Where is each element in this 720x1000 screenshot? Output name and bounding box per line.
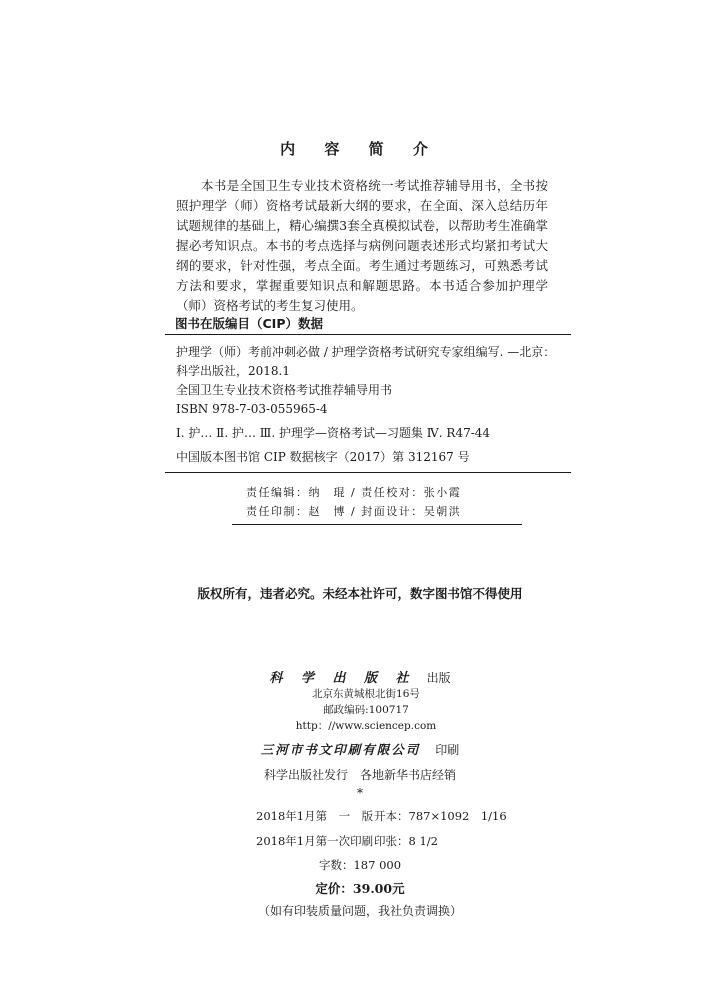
cip-top-rule <box>165 334 571 335</box>
cip-line-publisher: 科学出版社，2018.1 <box>176 364 290 378</box>
printer-line <box>0 739 720 758</box>
publisher-url: http：//www.sciencep.com <box>295 720 437 732</box>
cip-heading: 图书在版编目（CIP）数据 <box>175 316 323 331</box>
printer-name: 三河市书文印刷有限公司 <box>260 742 421 757</box>
separator-asterisk: * <box>357 786 363 800</box>
printer-role: 印刷 <box>435 743 460 757</box>
publisher-line <box>0 667 720 686</box>
credits-line-editor: 责任编辑：纳 琨 / 责任校对：张小霞 <box>246 486 462 499</box>
word-count: 字数：187 000 <box>318 858 402 872</box>
format-label: 开本：787×1092 1/16 <box>374 809 507 823</box>
sheets-label: 印张：8 1/2 <box>374 834 438 848</box>
cip-line-isbn: ISBN 978-7-03-055965-4 <box>176 402 328 416</box>
publisher-address: 北京东黄城根北街16号 <box>312 688 420 700</box>
cip-bottom-rule <box>165 472 571 473</box>
distribution-line: 科学出版社发行 各地新华书店经销 <box>263 768 456 782</box>
edition-label: 2018年1月第 一 版 <box>256 809 374 823</box>
cip-line-classification: Ⅰ. 护… Ⅱ. 护… Ⅲ. 护理学—资格考试—习题集 Ⅳ. R47-44 <box>176 426 491 440</box>
publisher-role: 出版 <box>426 671 451 685</box>
printing-label: 2018年1月第一次印刷 <box>256 834 374 848</box>
cip-line-series: 全国卫生专业技术资格考试推荐辅导用书 <box>176 383 393 397</box>
summary-body: 本书是全国卫生专业技术资格统一考试推荐辅导用书，全书按照护理学（师）资格考试最新大纲的要求，在全面、深入总结历年试题规律的基础上，精心编撰3套全真模拟试卷，以帮助考生准确掌握必考知识点。本书的考点选择与病例问题表述形式均紧扣考试大纲的要求，针对性强，考点全面。考生通过考题练习，可熟悉考试方法和要求，掌握重要知识点和解题思路。本书适合参加护理学（师）资格考试的考生复习使用。 <box>176 178 548 313</box>
quality-note: （如有印装质量问题，我社负责调换） <box>257 904 462 918</box>
credits-rule <box>232 524 522 525</box>
publisher-postcode: 邮政编码:100717 <box>323 704 409 716</box>
credits-line-print: 责任印制：赵 博 / 封面设计：吴朝洪 <box>246 505 462 518</box>
cip-line-title: 护理学（师）考前冲刺必做 / 护理学资格考试研究专家组编写. —北京： <box>176 345 556 359</box>
cip-line-record-number: 中国版本图书馆 CIP 数据核字（2017）第 312167 号 <box>176 450 470 464</box>
publisher-name: 科 学 出 版 社 <box>269 671 416 686</box>
copyright-notice: 版权所有，违者必究。未经本社许可，数字图书馆不得使用 <box>197 586 523 601</box>
summary-title: 内 容 简 介 <box>280 140 440 158</box>
price: 定价：39.00元 <box>315 881 405 896</box>
